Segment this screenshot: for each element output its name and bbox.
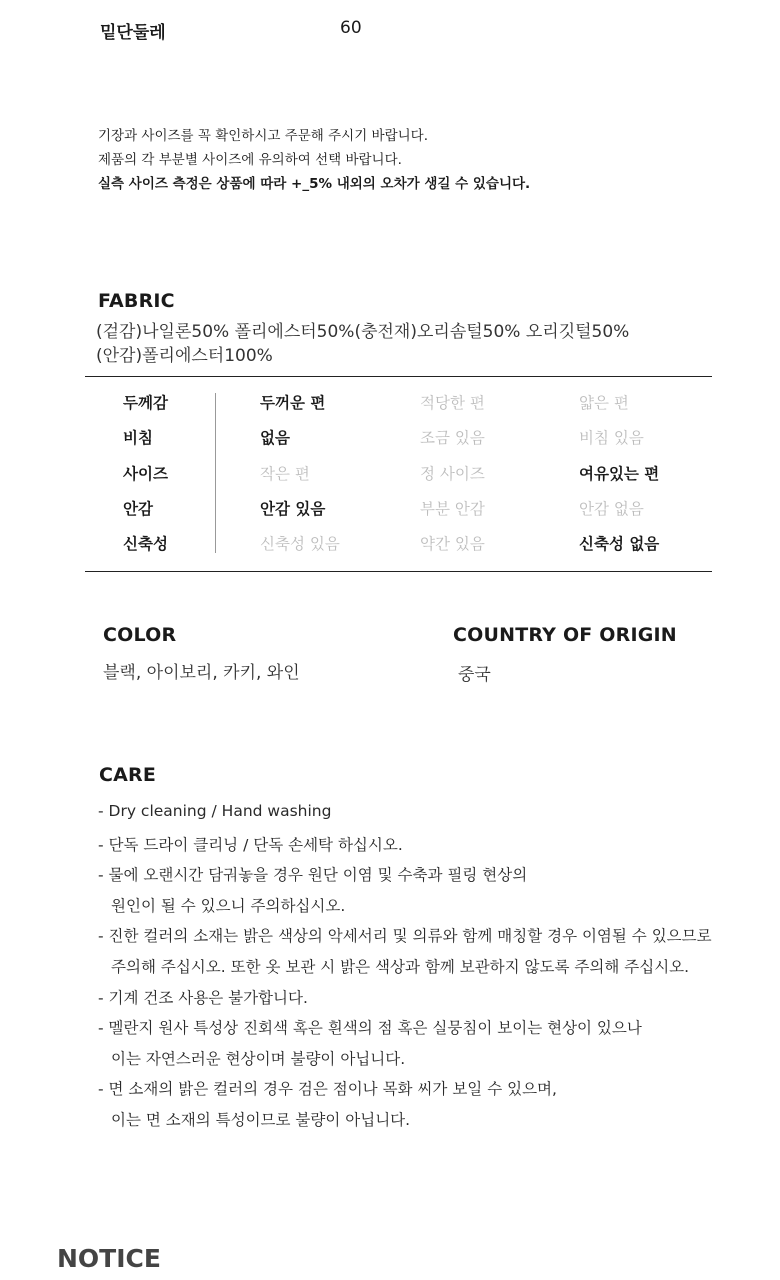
- size-row-hem: [100, 18, 500, 43]
- attribute-row: [85, 532, 712, 562]
- fabric-line: (안감)폴리에스터100%: [96, 346, 273, 366]
- notice-title: NOTICE: [57, 1244, 161, 1273]
- attribute-option: 작은 편: [260, 465, 310, 483]
- attribute-option: 조금 있음: [420, 429, 485, 447]
- attribute-option: 약간 있음: [420, 535, 485, 553]
- care-line: - 기계 건조 사용은 불가합니다.: [98, 988, 308, 1007]
- attribute-option: 얇은 편: [579, 394, 629, 412]
- care-line: - 멜란지 원사 특성상 진회색 혹은 흰색의 점 혹은 실뭉침이 보이는 현상이 있으나: [98, 1019, 642, 1038]
- attribute-row: [85, 426, 712, 456]
- attribute-option: 부분 안감: [420, 500, 485, 518]
- size-notes: [98, 124, 738, 196]
- attribute-option: 비침 있음: [579, 429, 644, 447]
- attribute-name: 신축성: [123, 535, 168, 553]
- attribute-option-selected: 신축성 없음: [579, 535, 660, 553]
- attribute-name: 두께감: [123, 394, 168, 412]
- size-label: 밑단둘레: [100, 23, 166, 43]
- attribute-option-selected: 안감 있음: [260, 500, 326, 518]
- care-line: 원인이 될 수 있으니 주의하십시오.: [111, 896, 346, 915]
- size-note: 기장과 사이즈를 꼭 확인하시고 주문해 주시기 바랍니다.: [98, 128, 428, 144]
- attribute-row: [85, 391, 712, 421]
- care-line: 주의해 주십시오. 또한 옷 보관 시 밝은 색상과 함께 보관하지 않도록 주의해 주십시오.: [111, 958, 690, 976]
- attribute-name: 사이즈: [123, 465, 168, 483]
- care-line: - 단독 드라이 클리닝 / 단독 손세탁 하십시오.: [98, 835, 403, 854]
- fabric-line: (겉감)나일론50% 폴리에스터50%(충전재)오리솜털50% 오리깃털50%: [96, 322, 630, 342]
- attribute-option: 적당한 편: [420, 394, 485, 412]
- care-line: - Dry cleaning / Hand washing: [98, 802, 332, 820]
- origin-title: COUNTRY OF ORIGIN: [453, 624, 677, 646]
- attribute-option: 신축성 있음: [260, 535, 340, 553]
- attribute-row: [85, 497, 712, 527]
- origin-value: 중국: [458, 665, 491, 685]
- attribute-option-selected: 여유있는 편: [579, 465, 660, 483]
- size-note: 제품의 각 부분별 사이즈에 유의하여 선택 바랍니다.: [98, 152, 402, 168]
- attribute-name: 안감: [123, 500, 153, 518]
- attribute-row: [85, 462, 712, 492]
- attribute-option: 안감 없음: [579, 500, 644, 518]
- attribute-option: 정 사이즈: [420, 465, 485, 483]
- attribute-option-selected: 없음: [260, 429, 290, 447]
- care-line: 이는 자연스러운 현상이며 불량이 아닙니다.: [111, 1049, 406, 1068]
- care-line: - 물에 오랜시간 담궈놓을 경우 원단 이염 및 수축과 필링 현상의: [98, 866, 528, 885]
- care-line: - 면 소재의 밝은 컬러의 경우 검은 점이나 목화 씨가 보일 수 있으며,: [98, 1080, 557, 1099]
- care-line: 이는 면 소재의 특성이므로 불량이 아닙니다.: [111, 1111, 411, 1129]
- attribute-name: 비침: [123, 429, 153, 447]
- attribute-table: [85, 376, 712, 572]
- color-value: 블랙, 아이보리, 카키, 와인: [103, 663, 300, 683]
- care-title: CARE: [99, 764, 157, 786]
- fabric-composition: [96, 320, 736, 368]
- color-title: COLOR: [103, 624, 177, 646]
- fabric-title: FABRIC: [98, 290, 175, 312]
- size-value: 60: [340, 18, 362, 38]
- attribute-option-selected: 두꺼운 편: [260, 394, 326, 412]
- size-note-emphasis: 실측 사이즈 측정은 상품에 따라 +_5% 내외의 오차가 생길 수 있습니다.: [98, 176, 531, 192]
- care-line: - 진한 컬러의 소재는 밝은 색상의 악세서리 및 의류와 함께 매칭할 경우 이염될 수 있으므로: [98, 927, 712, 946]
